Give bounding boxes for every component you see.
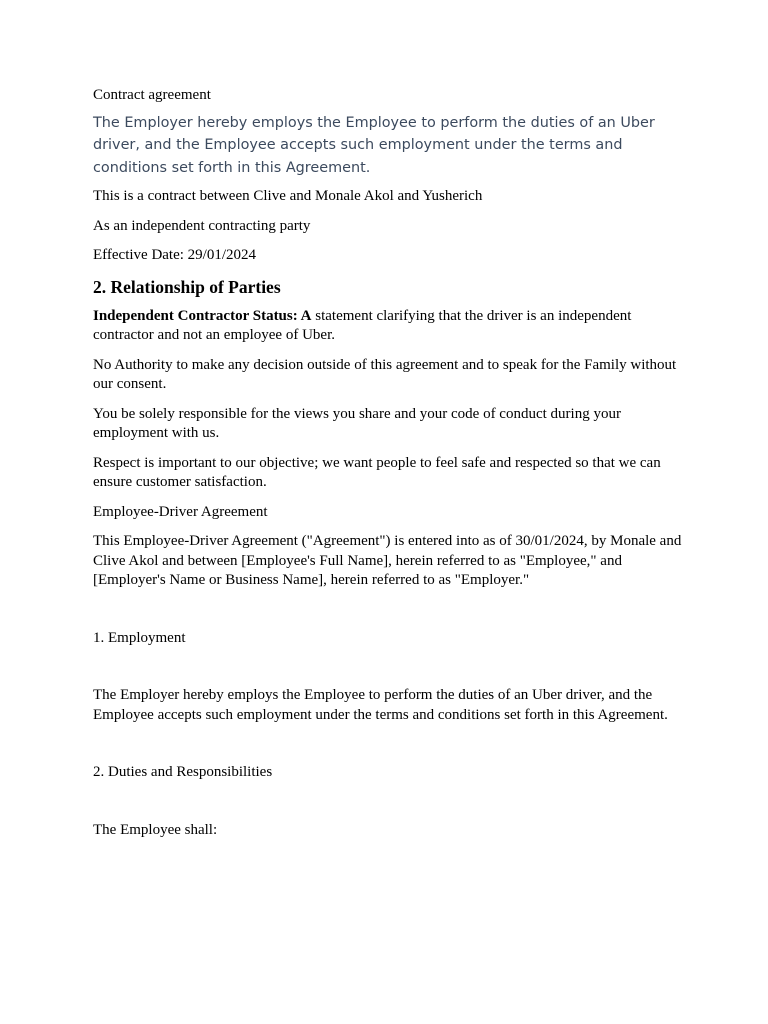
employment-heading: 1. Employment (93, 629, 186, 646)
employment-paragraph: The Employer hereby employs the Employee to perform the duties of an Uber driver, and the Employee accepts such employment under the terms and conditions set forth in this Agreement. (93, 687, 668, 723)
respect-paragraph: Respect is important to our objective; we want people to feel safe and respected so that we can ensure customer satisfaction. (93, 454, 661, 490)
responsibility-paragraph: You be solely responsible for the views you share and your code of conduct during your employment with us. (93, 405, 621, 441)
parties-line: This is a contract between Clive and Monale Akol and Yusherich (93, 188, 483, 204)
document-title: Contract agreement (93, 87, 211, 103)
effective-date: Effective Date: 29/01/2024 (93, 247, 257, 263)
section-relationship-heading: 2. Relationship of Parties (93, 276, 281, 297)
document-page (93, 86, 683, 840)
contractor-status-paragraph (93, 307, 683, 346)
contractor-status-text: statement clarifying that the driver is an independent contractor and not an employee of Uber. (93, 307, 632, 343)
employee-shall-line: The Employee shall: (93, 821, 218, 838)
no-authority-paragraph: No Authority to make any decision outside of this agreement and to speak for the Family without our consent. (93, 356, 677, 392)
intro-paragraph: The Employer hereby employs the Employee to perform the duties of an Uber driver, and the Employee accepts such employment under the terms and conditions set forth in this Agreement. (93, 114, 655, 176)
contractor-status-label: Independent Contractor Status: A (93, 307, 312, 324)
duties-heading: 2. Duties and Responsibilities (93, 764, 273, 780)
independent-line: As an independent contracting party (93, 217, 311, 234)
agreement-paragraph: This Employee-Driver Agreement ("Agreement") is entered into as of 30/01/2024, by Monale and Clive Akol and between [Employee's Full Name], herein referred to as "Employee," and [Employer's Name or Business Name], herein referred to as "Employer." (93, 533, 682, 588)
agreement-heading: Employee-Driver Agreement (93, 503, 268, 520)
